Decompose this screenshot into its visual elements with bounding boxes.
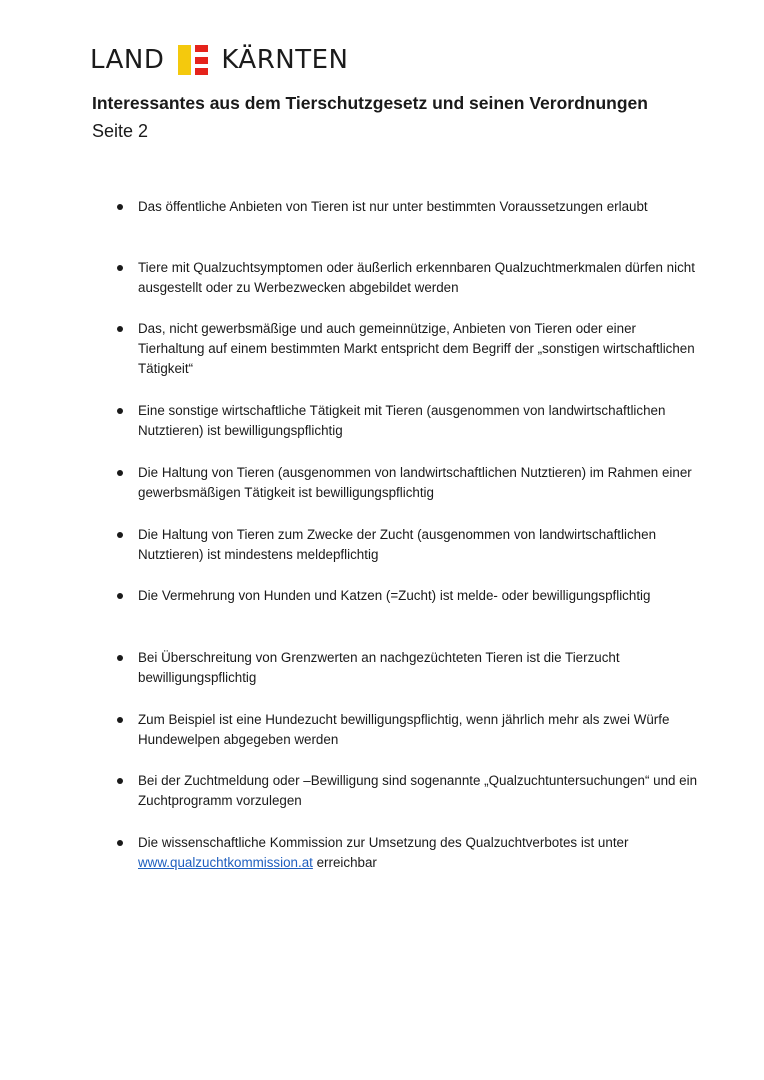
list-item-text-after-link: erreichbar	[312, 855, 377, 870]
logo-word-land: LAND	[90, 45, 165, 75]
page-title: Interessantes aus dem Tierschutzgesetz und seinen Verordnungen	[92, 93, 648, 113]
list-item	[138, 463, 698, 503]
bullet-icon	[117, 532, 123, 538]
bullet-icon	[117, 717, 123, 723]
land-kaernten-logo	[90, 44, 349, 76]
list-item	[138, 771, 698, 811]
logo-red-block	[195, 68, 208, 75]
list-item-text: Die Vermehrung von Hunden und Katzen (=Zucht) ist melde- oder bewilligungspflichtig	[138, 588, 651, 603]
logo-yellow-bar	[178, 45, 191, 75]
list-item	[138, 401, 698, 441]
logo-word-kaernten: KÄRNTEN	[221, 45, 349, 75]
bullet-icon	[117, 593, 123, 599]
list-item	[138, 648, 698, 688]
bullet-icon	[117, 778, 123, 784]
page-subtitle: Seite 2	[92, 121, 149, 141]
logo-red-block	[195, 57, 208, 64]
list-item-text: Die Haltung von Tieren (ausgenommen von landwirtschaftlichen Nutztieren) im Rahmen einer gewerbsmäßigen Tätigkeit ist bewilligungspflichtig	[138, 465, 692, 500]
qualzuchtkommission-link[interactable]: www.qualzuchtkommission.at	[138, 855, 313, 870]
bullet-icon	[117, 840, 123, 846]
list-item-text: Das öffentliche Anbieten von Tieren ist nur unter bestimmten Voraussetzungen erlaubt	[138, 199, 648, 214]
logo-red-block	[195, 45, 208, 52]
list-item	[138, 197, 698, 217]
list-item-text: Bei Überschreitung von Grenzwerten an nachgezüchteten Tieren ist die Tierzucht bewilligungspflichtig	[138, 650, 620, 685]
list-item-text: Das, nicht gewerbsmäßige und auch gemeinnützige, Anbieten von Tieren oder einer Tierhaltung auf einem bestimmten Markt entspricht dem Begriff der „sonstigen wirtschaftlichen Tätigkeit“	[138, 321, 695, 376]
list-item-text	[138, 833, 698, 873]
bullet-icon	[117, 204, 123, 210]
list-item-text: Eine sonstige wirtschaftliche Tätigkeit mit Tieren (ausgenommen von landwirtschaftlichen Nutztieren) ist bewilligungspflichtig	[138, 403, 666, 438]
list-item	[138, 258, 698, 298]
list-item	[138, 710, 698, 750]
list-item	[138, 319, 698, 379]
list-item	[138, 525, 698, 565]
coat-of-arms-flag-icon	[178, 45, 208, 75]
bullet-icon	[117, 470, 123, 476]
list-item-text: Die Haltung von Tieren zum Zwecke der Zucht (ausgenommen von landwirtschaftlichen Nutztieren) ist mindestens meldepflichtig	[138, 527, 657, 562]
list-item-text: Zum Beispiel ist eine Hundezucht bewilligungspflichtig, wenn jährlich mehr als zwei Würfe Hundewelpen abgegeben werden	[138, 712, 670, 747]
bullet-icon	[117, 408, 123, 414]
list-item-text: Tiere mit Qualzuchtsymptomen oder äußerlich erkennbaren Qualzuchtmerkmalen dürfen nicht ausgestellt oder zu Werbezwecken abgebildet werden	[138, 260, 695, 295]
list-item-text-before-link: Die wissenschaftliche Kommission zur Umsetzung des Qualzuchtverbotes ist unter	[138, 835, 629, 850]
bullet-icon	[117, 326, 123, 332]
bullet-icon	[117, 655, 123, 661]
list-item	[138, 586, 698, 606]
list-item	[138, 833, 698, 873]
bullet-icon	[117, 265, 123, 271]
list-item-text: Bei der Zuchtmeldung oder –Bewilligung sind sogenannte „Qualzuchtuntersuchungen“ und ein Zuchtprogramm vorzulegen	[138, 773, 698, 808]
